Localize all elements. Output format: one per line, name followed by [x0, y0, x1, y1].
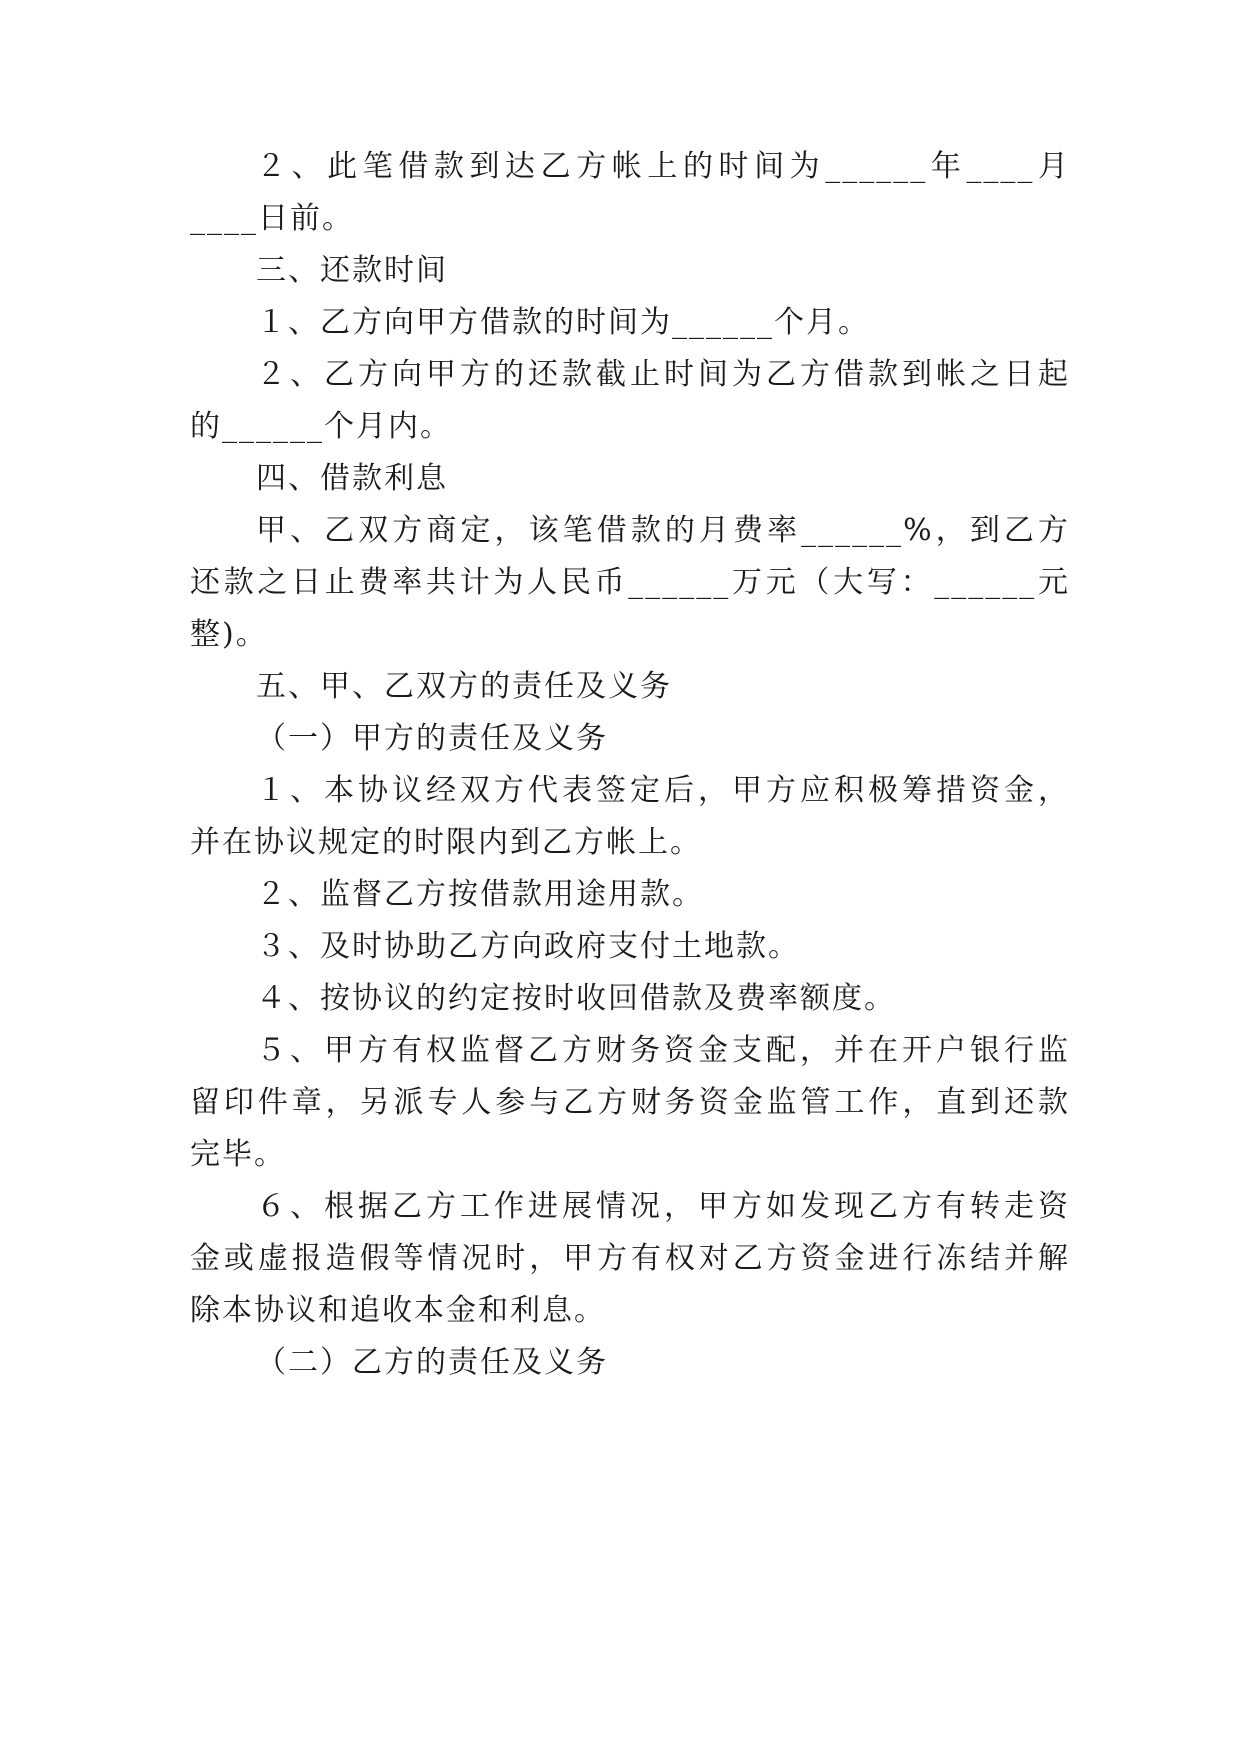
party-a-item-6-end: 除本协议和追收本金和利息。: [190, 1293, 606, 1328]
subsection-party-b-heading: （二）乙方的责任及义务: [256, 1345, 608, 1380]
party-a-item-2: ２、监督乙方按借款用途用款。: [256, 877, 704, 912]
party-a-item-3: ３、及时协助乙方向政府支付土地款。: [256, 929, 800, 964]
party-a-item-6-continuation: 金或虚报造假等情况时，甲方有权对乙方资金进行冻结并解: [190, 1241, 1070, 1276]
clause-4-continuation: 还款之日止费率共计为人民币______万元（大写：______元: [190, 565, 1070, 600]
section-3-heading: 三、还款时间: [256, 253, 448, 288]
clause-4-fee-rate: 甲、乙双方商定，该笔借款的月费率______%，到乙方: [256, 513, 1070, 548]
party-a-item-4: ４、按协议的约定按时收回借款及费率额度。: [256, 981, 896, 1016]
party-a-item-5-end: 完毕。: [190, 1137, 286, 1172]
party-a-item-6: ６、根据乙方工作进展情况，甲方如发现乙方有转走资: [256, 1189, 1070, 1224]
party-a-item-5-continuation: 留印件章，另派专人参与乙方财务资金监管工作，直到还款: [190, 1085, 1070, 1120]
party-a-item-1-continuation: 并在协议规定的时限内到乙方帐上。: [190, 825, 702, 860]
clause-2-continuation: ____日前。: [190, 201, 354, 236]
clause-4-end: 整)。: [190, 617, 268, 652]
section-5-heading: 五、甲、乙双方的责任及义务: [256, 669, 672, 704]
subsection-party-a-heading: （一）甲方的责任及义务: [256, 721, 608, 756]
clause-3-2-continuation: 的______个月内。: [190, 409, 452, 444]
party-a-item-1: １、本协议经双方代表签定后，甲方应积极筹措资金，: [256, 773, 1070, 808]
clause-2-funds-arrival-date: ２、此笔借款到达乙方帐上的时间为______年____月: [256, 149, 1070, 184]
clause-3-1-loan-period: １、乙方向甲方借款的时间为______个月。: [256, 305, 870, 340]
party-a-item-5: ５、甲方有权监督乙方财务资金支配，并在开户银行监: [256, 1033, 1070, 1068]
clause-3-2-repayment-deadline: ２、乙方向甲方的还款截止时间为乙方借款到帐之日起: [256, 357, 1070, 392]
section-4-heading: 四、借款利息: [256, 461, 448, 496]
